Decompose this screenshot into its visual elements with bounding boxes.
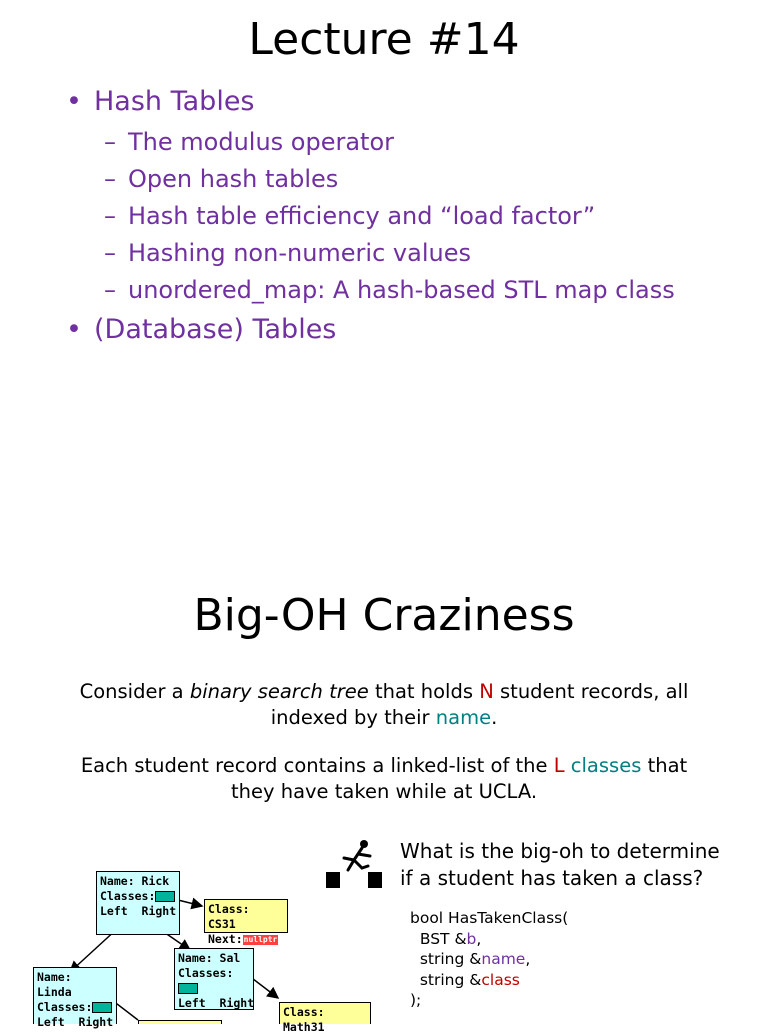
class-next-row: [208, 932, 284, 947]
code-param: b: [466, 929, 477, 948]
sub-bullet: – Open hash tables: [104, 165, 339, 193]
paragraph-linked-list: [60, 753, 708, 805]
class-node-math31: [279, 1002, 371, 1034]
class-name: Class: CS31: [208, 902, 250, 931]
code-text: string &: [410, 950, 482, 968]
sub-bullet-label: Open hash tables: [128, 165, 339, 193]
sub-bullet: – Hash table efficiency and “load factor”: [104, 202, 596, 230]
code-line: );: [410, 991, 422, 1009]
question-line: if a student has taken a class?: [400, 866, 704, 890]
node-left-right: Left Right: [178, 996, 255, 1010]
highlight-n: N: [479, 680, 494, 703]
code-text: string &: [410, 970, 482, 989]
paragraph-bst: [60, 679, 708, 731]
node-classes-label: Classes:: [178, 966, 234, 980]
bullet-dot: •: [66, 86, 82, 117]
code-line: bool HasTakenClass(: [410, 909, 569, 927]
text: they have taken while at UCLA.: [230, 780, 538, 803]
code-block: [410, 908, 568, 1011]
sub-bullet: – The modulus operator: [104, 128, 395, 156]
text: that: [641, 754, 688, 777]
class-node-partial: [138, 1020, 222, 1024]
tree-node-sal: [174, 948, 254, 1010]
class-node-cs31: [204, 899, 288, 946]
highlight-l: L: [553, 754, 565, 777]
node-classes-row: [37, 1000, 113, 1015]
question-text: [400, 838, 720, 892]
emphasis-text: binary search tree: [189, 680, 369, 703]
node-left-right: Left Right: [100, 904, 177, 918]
class-name: Class: Math31: [283, 1005, 325, 1034]
sub-bullet-label: The modulus operator: [128, 128, 395, 156]
node-classes-label: Classes:: [37, 1000, 93, 1014]
highlight-name: name: [435, 706, 492, 729]
node-name: Name: Linda: [37, 970, 72, 999]
slide-lecture-14: [0, 0, 768, 512]
bullet-label: (Database) Tables: [94, 314, 337, 345]
sub-bullet: – unordered_map: A hash-based STL map class: [104, 276, 675, 304]
code-text: ,: [525, 950, 531, 968]
text: .: [491, 706, 498, 729]
code-param: class: [481, 970, 520, 989]
code-line: [410, 949, 568, 970]
text: Each student record contains a linked-list of the: [80, 754, 554, 777]
sub-bullet-label: Hash table efficiency and “load factor”: [128, 202, 596, 230]
pointer-box: [178, 983, 198, 994]
slide-title: Lecture #14: [248, 14, 520, 65]
bullet-dot: •: [66, 314, 82, 345]
code-line: [410, 929, 568, 950]
bullet-label: Hash Tables: [94, 86, 255, 117]
highlight-classes: classes: [570, 754, 642, 777]
sub-bullet-label: unordered_map: A hash-based STL map class: [128, 276, 675, 304]
code-text: ,: [476, 929, 482, 948]
tree-node-linda: [33, 967, 117, 1029]
slide-big-oh-craziness: [0, 512, 768, 1034]
bullet-hash-tables: [66, 86, 255, 117]
pointer-box: [92, 1002, 112, 1013]
paragraph-line: [60, 753, 708, 779]
paragraph-line: [60, 779, 708, 805]
text: indexed by their: [270, 706, 436, 729]
text: Consider a: [79, 680, 190, 703]
bullet-database-tables: [66, 314, 336, 345]
tree-node-rick: [96, 871, 180, 935]
text: student records, all: [493, 680, 689, 703]
paragraph-line: [60, 705, 708, 731]
paragraph-line: [60, 679, 708, 705]
node-classes-row: [100, 889, 176, 904]
node-left-right: Left Right: [37, 1015, 114, 1029]
sub-bullet-label: Hashing non-numeric values: [128, 239, 471, 267]
nullptr-badge: nullptr: [243, 934, 278, 944]
node-classes-row: [178, 966, 250, 996]
question-line: What is the big-oh to determine: [400, 839, 720, 863]
next-label: Next:: [208, 932, 243, 946]
node-name: Name: Rick: [100, 874, 170, 888]
code-param: name: [481, 950, 526, 968]
slide-title: Big-OH Craziness: [193, 590, 575, 641]
text: that holds: [368, 680, 480, 703]
node-classes-label: Classes:: [100, 889, 156, 903]
code-text: BST &: [410, 929, 467, 948]
code-line: [410, 970, 568, 991]
sub-bullet: – Hashing non-numeric values: [104, 239, 471, 267]
node-name: Name: Sal: [178, 951, 241, 965]
pointer-box: [155, 891, 175, 902]
